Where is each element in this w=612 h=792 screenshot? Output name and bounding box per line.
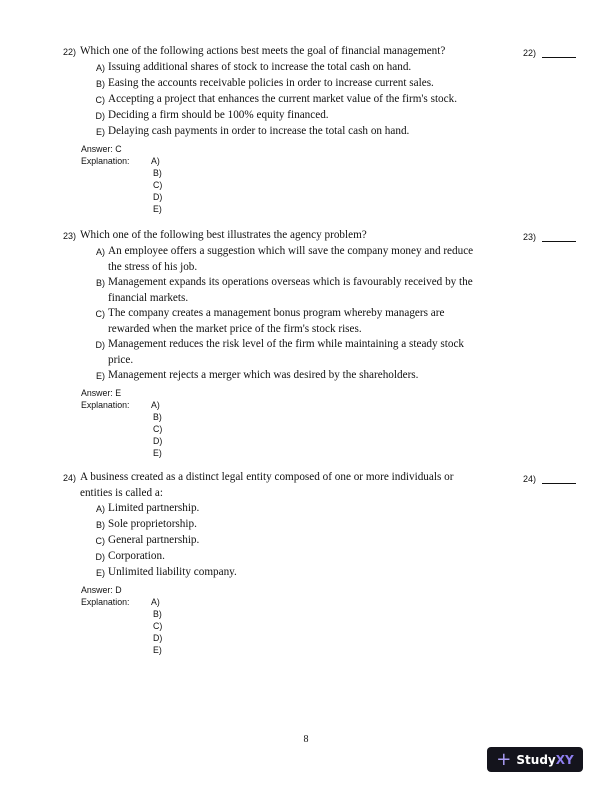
option-letter [90, 291, 105, 306]
option-letter: E) [96, 371, 105, 381]
option-a [63, 260, 493, 275]
explanation-letter: B) [153, 609, 162, 619]
option-text: Unlimited liability company. [108, 566, 237, 578]
option-letter: C) [95, 536, 105, 546]
question-text: A business created as a distinct legal entity composed of one or more individuals or [80, 471, 454, 483]
explanation-letter: D) [153, 436, 163, 446]
explanation-letter: D) [153, 192, 163, 202]
explanation-letter: E) [153, 204, 162, 214]
option-text: Delaying cash payments in order to increase the total cash on hand. [108, 125, 410, 137]
option-letter: B) [96, 520, 105, 530]
option-letter: B) [96, 278, 105, 288]
option-letter: A) [96, 247, 105, 257]
option-letter: D) [95, 552, 105, 562]
option-c [63, 322, 493, 337]
option-a [63, 501, 493, 517]
option-text: Limited partnership. [108, 502, 200, 514]
question-number: 24) [63, 473, 77, 483]
question-number: 22) [63, 47, 77, 57]
question-text: entities is called a: [80, 487, 163, 499]
option-text: price. [108, 354, 134, 366]
option-d [63, 108, 493, 124]
explanation-letter: A) [151, 400, 160, 410]
option-text: Corporation. [108, 550, 165, 562]
answer: Answer: D [81, 585, 122, 595]
explanation-letter: C) [153, 180, 163, 190]
option-text: Management reduces the risk level of the firm while maintaining a steady stock [108, 338, 465, 350]
option-c [63, 306, 493, 322]
question-1 [63, 228, 493, 459]
question-number: 23) [63, 231, 77, 241]
option-text: Easing the accounts receivable policies in order to increase current sales. [108, 77, 434, 89]
option-b [63, 291, 493, 306]
option-letter: D) [95, 111, 105, 121]
blank-label: 22) [523, 48, 537, 58]
blank-label: 24) [523, 474, 537, 484]
option-text: rewarded when the market price of the firm's stock rises. [108, 323, 362, 335]
answer-blank [523, 231, 576, 242]
option-a [63, 244, 493, 260]
option-letter [90, 322, 105, 337]
brand-accent-text: XY [555, 752, 574, 767]
option-c [63, 533, 493, 549]
option-c [63, 92, 493, 108]
brand-text: Study [516, 752, 556, 767]
option-text: Sole proprietorship. [108, 518, 197, 530]
option-text: General partnership. [108, 534, 200, 546]
option-b [63, 76, 493, 92]
explanation-label: Explanation: [81, 156, 130, 166]
option-text: Deciding a firm should be 100% equity financed. [108, 109, 329, 121]
explanation-letter: C) [153, 424, 163, 434]
answer-blank [523, 473, 576, 484]
option-a [63, 60, 493, 76]
option-text: Management rejects a merger which was desired by the shareholders. [108, 369, 419, 381]
option-letter: C) [95, 309, 105, 319]
explanation-label: Explanation: [81, 400, 130, 410]
explanation-letter: E) [153, 448, 162, 458]
explanation-letter: B) [153, 168, 162, 178]
answer-line[interactable] [542, 47, 576, 58]
option-letter: A) [96, 504, 105, 514]
option-text: The company creates a management bonus program whereby managers are [108, 307, 445, 319]
explanation-letter: A) [151, 597, 160, 607]
option-letter: B) [96, 79, 105, 89]
question-2 [63, 470, 493, 656]
plus-icon: + [496, 749, 512, 770]
option-letter: A) [96, 63, 105, 73]
blank-label: 23) [523, 232, 537, 242]
question-0 [63, 44, 493, 215]
answer-line[interactable] [542, 473, 576, 484]
option-b [63, 517, 493, 533]
explanation-letter: D) [153, 633, 163, 643]
option-letter: D) [95, 340, 105, 350]
option-d [63, 337, 493, 353]
option-letter: E) [96, 568, 105, 578]
option-e [63, 124, 493, 140]
option-text: Accepting a project that enhances the current market value of the firm's stock. [108, 93, 457, 105]
option-e [63, 368, 493, 384]
page-number: 8 [303, 734, 309, 745]
answer: Answer: C [81, 144, 122, 154]
option-letter: C) [95, 95, 105, 105]
option-letter: E) [96, 127, 105, 137]
answer-line[interactable] [542, 231, 576, 242]
explanation-letter: A) [151, 156, 160, 166]
answer-blank [523, 47, 576, 58]
option-text: An employee offers a suggestion which will save the company money and reduce [108, 245, 474, 257]
question-text: Which one of the following best illustrates the agency problem? [80, 229, 367, 241]
option-d [63, 549, 493, 565]
explanation-letter: E) [153, 645, 162, 655]
option-text: Issuing additional shares of stock to increase the total cash on hand. [108, 61, 412, 73]
option-d [63, 353, 493, 368]
option-e [63, 565, 493, 581]
explanation-letter: B) [153, 412, 162, 422]
explanation-label: Explanation: [81, 597, 130, 607]
option-text: financial markets. [108, 292, 189, 304]
question-text: Which one of the following actions best meets the goal of financial management? [80, 45, 446, 57]
option-letter [90, 260, 105, 275]
option-text: Management expands its operations overseas which is favourably received by the [108, 276, 473, 288]
option-b [63, 275, 493, 291]
question-number [63, 486, 80, 501]
studyxy-badge[interactable] [487, 747, 583, 772]
option-letter [90, 353, 105, 368]
option-text: the stress of his job. [108, 261, 198, 273]
explanation-letter: C) [153, 621, 163, 631]
answer: Answer: E [81, 388, 122, 398]
